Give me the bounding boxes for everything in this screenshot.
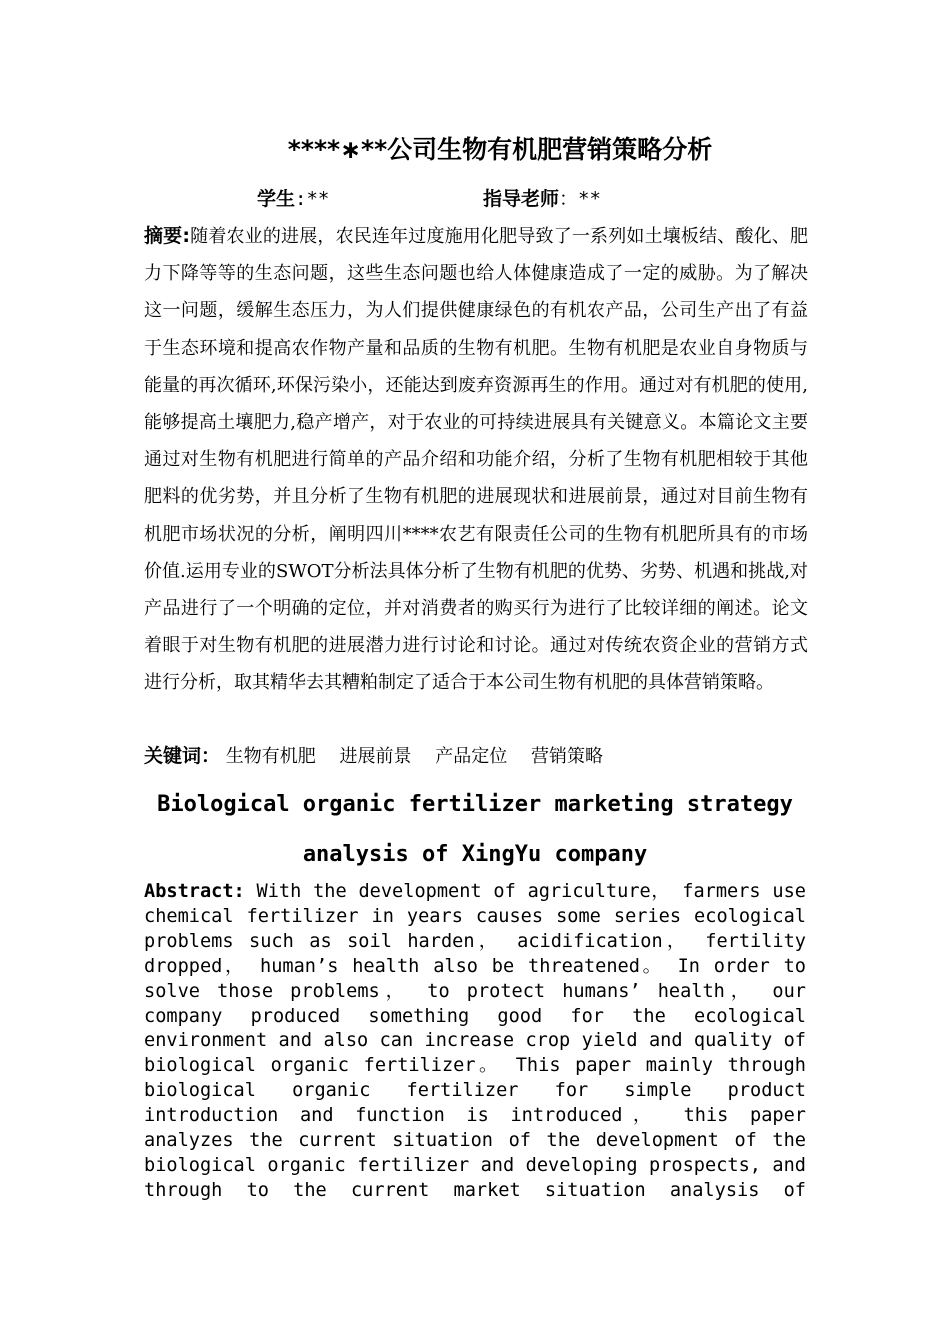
keyword-item: 营销策略 (530, 746, 603, 767)
student-name: :** (295, 188, 330, 210)
advisor-label: 指导老师 (483, 188, 560, 210)
keywords-label: 关键词： (144, 745, 221, 767)
advisor-info (483, 181, 601, 217)
keywords-line (144, 737, 808, 776)
english-abstract-label: Abstract: (144, 881, 245, 902)
chinese-abstract-label: 摘要: (144, 225, 190, 247)
student-info (257, 181, 329, 217)
keyword-item: 进展前景 (339, 746, 412, 767)
page-title: ****∗**公司生物有机肥营销策略分析 (287, 135, 713, 164)
english-title-line-1: Biological organic fertilizer marketing strategy (157, 792, 793, 817)
author-line (0, 181, 950, 217)
keyword-item: 生物有机肥 (225, 746, 316, 767)
chinese-abstract-text: 随着农业的进展，农民连年过度施用化肥导致了一系列如土壤板结、酸化、肥力下降等等的生态问题，这些生态问题也给人体健康造成了一定的威胁。为了解决这一问题，缓解生态压力，为人们提供健康绿色的有机农产品，公司生产出了有益于生态环境和提高农作物产量和品质的生物有机肥。生物有机肥是农业自身物质与能量的再次循环,环保污染小，还能达到废弃资源再生的作用。通过对有机肥的使用,能够提高土壤肥力,稳产增产，对于农业的可持续进展具有关键意义。本篇论文主要通过对生物有机肥进行简单的产品介绍和功能介绍，分析了生物有机肥相较于其他肥料的优劣势，并且分析了生物有机肥的进展现状和进展前景，通过对目前生物有机肥市场状况的分析，阐明四川****农艺有限责任公司的生物有机肥所具有的市场价值.运用专业的SWOT分析法具体分析了生物有机肥的优势、劣势、机遇和挑战,对产品进行了一个明确的定位，并对消费者的购买行为进行了比较详细的阐述。论文着眼于对生物有机肥的进展潜力进行讨论和讨论。通过对传统农资企业的营销方式进行分析，取其精华去其糟粕制定了适合于本公司生物有机肥的具体营销策略。 (144, 226, 809, 694)
english-abstract (144, 880, 806, 1204)
english-title-line-2: analysis of XingYu company (302, 842, 648, 867)
keyword-item: 产品定位 (435, 746, 508, 767)
student-label: 学生 (257, 188, 296, 210)
chinese-abstract (144, 218, 808, 702)
english-abstract-text: With the development of agriculture， farmers use chemical fertilizer in years causes some series ecological problems such as soil harden， acidification， fertility dropped， human’s health also be threatened。 In order to solve those problems， to protect humans’ health， our company produced something good for the ecological environment and also can increase crop yield and quality of biological organic fertilizer。 This paper mainly through biological organic fertilizer for simple product introduction and function is introduced， this paper analyzes the current situation of the development of the biological organic fertilizer and developing prospects, and through to the current market situation analysis of (144, 881, 806, 1201)
advisor-name: ：** (559, 188, 601, 210)
